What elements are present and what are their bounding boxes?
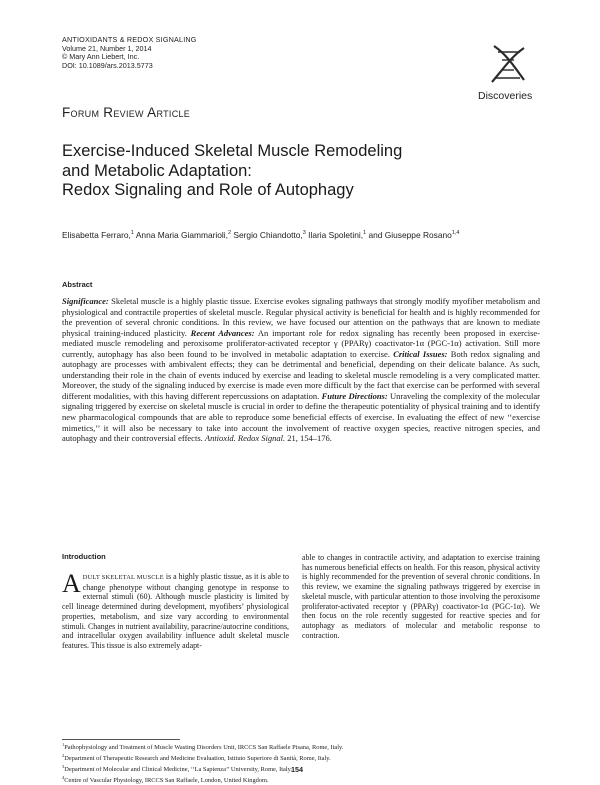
citation-tail: 21, 154–176. (287, 433, 332, 444)
journal-copyright: © Mary Ann Liebert, Inc. (62, 52, 140, 62)
section-label (62, 105, 190, 120)
intro-left-text: is a highly plastic tissue, as it is able to change phenotype without changing genotype in response to external stimuli (60). Although muscle plasticity is limited by cell lineage determined during development, myofibers’ physiological properties, metabolism, and size vary according to environmental stimuli. Changes in nutrient availability, paracrine/autocrine conditions, and intracellular oxygen availability influence adult skeletal muscle features. This tissue is also extremely adapt- (62, 572, 289, 650)
future-text: Unraveling the complexity of the molecular signaling triggered by exercise on skeletal muscle is crucial in order to define the therapeutic potentiality of physical training and to identify new pharmacological compounds that are able to reproduce some beneficial effects of exercise. In evaluating the effect of new ‘‘exercise mimetics,’’ it will also be necessary to take into account the involvement of reactive oxygen species, reactive nitrogen species, and autophagy and their controversial effects. (62, 390, 541, 444)
journal-name: ANTIOXIDANTS & REDOX SIGNALING (62, 35, 197, 44)
affiliation-num: 2 (62, 752, 65, 758)
intro-right-text: able to changes in contractile activity, and adaptation to exercise training has numerous beneficial effects on health. For this reason, physical activity is highly recommended for the prevention of several chronic conditions. In this review, we examine the signaling pathways triggered by exercise in skeletal muscle, with particular attention to those involving the peroxisome proliferator-activated receptor γ (PPARγ) coactivator-1α (PGC-1α). We then focus on the role recently suggested for reactive species and for autophagy as mediators of molecular and metabolic response to contraction. (302, 553, 540, 640)
author-affil: 1,4 (451, 230, 460, 237)
article-title (62, 142, 402, 201)
affiliations (62, 741, 343, 785)
affiliation-text: Pathophysiology and Treatment of Muscle Wasting Disorders Unit, IRCCS San Raffaele Pisana, Rome, Italy. (64, 744, 344, 752)
affiliation-num: 1 (62, 742, 65, 747)
affiliation-text: Department of Molecular and Clinical Medicine, ‘‘La Sapienza’’ University, Rome, Italy. (64, 765, 292, 773)
footnote-rule (62, 739, 180, 740)
author-name: Elisabetta Ferraro, (62, 230, 131, 240)
affiliation-text: Department of Therapeutic Research and Medicine Evaluation, Istituto Superiore di Sanità, Rome, Italy. (64, 755, 331, 763)
title-line-1: Exercise-Induced Skeletal Muscle Remodeling (62, 142, 403, 160)
introduction-heading: Introduction (62, 552, 106, 561)
author-name: Ilaria Spoletini, (308, 230, 364, 240)
affiliation-num: 3 (62, 763, 65, 769)
author-affil: 2 (227, 230, 232, 237)
author-list (62, 230, 562, 240)
page-number: 154 (291, 765, 303, 774)
abstract-heading: Abstract (62, 280, 93, 289)
affiliation-num: 4 (62, 774, 65, 780)
significance-text: Skeletal muscle is a highly plastic tissue. Exercise evokes signaling pathways that strongly modify myofiber metabolism and physiological and contractile properties of skeletal muscle. Regular physical activity is beneficial for health and is highly recommended for the prevention of several chronic conditions. In this review, we have focused our attention on the pathways that are known to mediate physical training-induced plasticity. (62, 296, 540, 338)
section-label-text: Forum Review Article (62, 105, 191, 120)
issues-text: Both redox signaling and autophagy are processes with ambivalent effects; they can be detrimental and beneficial, depending on their delicate balance. As such, understanding their role in the chain of events induced by exercise and leading to skeletal muscle remodeling is a very complicated matter. Moreover, the study of the signaling induced by exercise is made even more difficult by the fact that exercise can be performed with several different modalities, with this having different repercussions on adaptation. (62, 348, 541, 401)
advances-text: An important role for redox signaling has recently been proposed in exercise-mediated muscle remodeling and peroxisome proliferator-activated receptor γ (PPARγ) coactivator-1α (PGC-1α) activation. Still more currently, autophagy has also been found to be involved in metabolic adaptation to exercise. (62, 327, 541, 359)
author-name: and Giuseppe Rosano (368, 230, 452, 240)
affiliation-item (62, 752, 343, 763)
title-line-3: Redox Signaling and Role of Autophagy (62, 181, 354, 199)
journal-doi: DOI: 10.1089/ars.2013.5773 (62, 60, 153, 70)
drop-cap: A (62, 569, 81, 598)
citation-journal: Antioxid. Redox Signal. (204, 433, 286, 444)
intro-smallcaps: DULT SKELETAL MUSCLE (82, 574, 164, 581)
affiliation-text: Centre of Vascular Physiology, IRCCS San Raffaele, London, United Kingdom. (64, 776, 269, 784)
abstract-body (62, 296, 540, 444)
discoveries-logo (470, 40, 550, 106)
author-name: Anna Maria Giammarioli, (135, 230, 228, 240)
affiliation-item (62, 774, 343, 785)
affiliation-item (62, 741, 343, 752)
author-affil: 1 (130, 230, 134, 237)
title-line-2: and Metabolic Adaptation: (62, 161, 252, 180)
intro-right-column (302, 553, 540, 640)
author-name: Sergio Chiandotto, (233, 230, 303, 240)
intro-left-column (62, 569, 289, 651)
logo-label: Discoveries (478, 90, 533, 102)
journal-header (62, 36, 197, 70)
journal-volume: Volume 21, Number 1, 2014 (62, 43, 152, 53)
discoveries-helix-icon (484, 40, 532, 88)
author-affil: 1 (363, 230, 367, 237)
issues-label: Critical Issues: (393, 348, 448, 359)
author-affil: 3 (302, 230, 306, 237)
future-label: Future Directions: (321, 390, 388, 401)
advances-label: Recent Advances: (190, 327, 255, 338)
significance-label: Significance: (62, 296, 109, 306)
